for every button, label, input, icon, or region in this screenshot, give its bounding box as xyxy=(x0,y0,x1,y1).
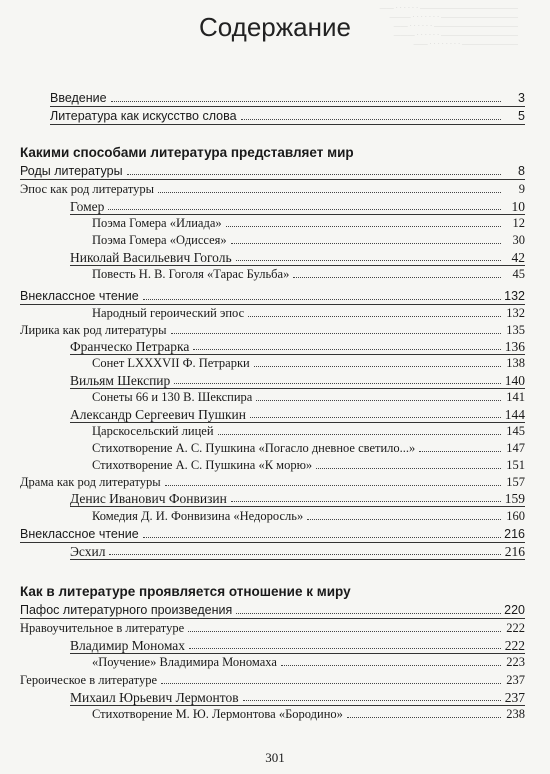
page-title: Содержание xyxy=(199,12,351,42)
toc-entry[interactable] xyxy=(92,439,525,456)
leader-dots xyxy=(108,209,501,210)
toc-entry-page: 222 xyxy=(504,638,525,653)
toc-entry-title: Поэма Гомера «Илиада» xyxy=(92,216,222,230)
toc-entry-page: 216 xyxy=(504,544,525,559)
toc-entry[interactable] xyxy=(20,287,525,305)
toc-entry-page: 8 xyxy=(518,164,525,178)
leader-dots xyxy=(236,613,501,614)
leader-dots xyxy=(307,519,501,520)
toc-entry-title: Литература как искусство слова xyxy=(50,109,237,123)
toc-entry-title: Михаил Юрьевич Лермонтов xyxy=(70,690,239,705)
leader-dots xyxy=(236,260,501,261)
leader-dots xyxy=(171,333,501,334)
toc-entry-title: Лирика как род литературы xyxy=(20,323,167,337)
toc-entry-page: 144 xyxy=(504,407,525,422)
toc-entry-page: 157 xyxy=(506,475,525,489)
toc-entry[interactable] xyxy=(92,653,525,670)
toc-entry-page: 238 xyxy=(506,707,525,721)
toc-entry-page: 12 xyxy=(512,216,525,230)
toc-entry-title: Нравоучительное в литературе xyxy=(20,621,185,635)
leader-dots xyxy=(231,243,501,244)
leader-dots xyxy=(419,451,501,452)
toc-entry[interactable] xyxy=(92,214,525,231)
toc-entry[interactable] xyxy=(70,542,525,560)
toc-entry-title: Эсхил xyxy=(70,544,106,559)
toc-entry[interactable] xyxy=(20,525,525,543)
leader-dots xyxy=(243,700,501,701)
toc-entry[interactable] xyxy=(92,265,525,282)
toc-entry[interactable] xyxy=(20,473,525,490)
toc-entry-title: Гомер xyxy=(70,199,105,214)
toc-entry-title: Николай Васильевич Гоголь xyxy=(70,250,232,265)
toc-entry-title: Комедия Д. И. Фонвизина «Недоросль» xyxy=(92,509,304,523)
toc-entry[interactable] xyxy=(20,671,525,688)
toc-entry-page: 160 xyxy=(506,509,525,523)
toc-entry-page: 237 xyxy=(506,673,525,687)
toc-entry-title: Поэма Гомера «Одиссея» xyxy=(92,233,227,247)
toc-entry-title: Эпос как род литературы xyxy=(20,182,155,196)
toc-entry-title: Царскосельский лицей xyxy=(92,424,214,438)
toc-entry-page: 42 xyxy=(511,250,525,265)
leader-dots xyxy=(250,417,501,418)
toc-entry-title: Повесть Н. В. Гоголя «Тарас Бульба» xyxy=(92,267,290,281)
leader-dots xyxy=(188,631,501,632)
leader-dots xyxy=(256,400,501,401)
bleed-through-text: —————————————— · · · · · · —— ——————————— · · · · · · · ——— ———————————— · · · · · · —— ——————————— · · · · · · ——— ———————— · · · · · · · · —— xyxy=(379,4,518,48)
leader-dots xyxy=(231,501,501,502)
toc-entry-page: 3 xyxy=(518,91,525,105)
toc-entry-title: Денис Иванович Фонвизин xyxy=(70,491,227,506)
toc-entry-page: 151 xyxy=(506,458,525,472)
section-heading: Как в литературе проявляется отношение к миру xyxy=(20,584,351,599)
toc-entry-page: 138 xyxy=(506,356,525,370)
toc-entry-title: Стихотворение А. С. Пушкина «Погасло дневное светило...» xyxy=(92,441,416,455)
toc-entry[interactable] xyxy=(70,636,525,654)
toc-entry-page: 132 xyxy=(506,306,525,320)
toc-entry[interactable] xyxy=(20,321,525,338)
toc-entry-page: 30 xyxy=(512,233,525,247)
toc-entry[interactable] xyxy=(20,619,525,636)
toc-entry-page: 9 xyxy=(518,182,525,196)
toc-entry-title: Введение xyxy=(50,91,107,105)
toc-entry-page: 220 xyxy=(504,603,525,617)
toc-entry[interactable] xyxy=(92,388,525,405)
toc-entry-page: 5 xyxy=(518,109,525,123)
leader-dots xyxy=(143,537,501,538)
toc-entry-intro[interactable] xyxy=(50,89,525,107)
leader-dots xyxy=(158,192,501,193)
toc-entry-title: Вильям Шекспир xyxy=(70,373,171,388)
toc-entry-page: 45 xyxy=(512,267,525,281)
toc-entry-title: Стихотворение А. С. Пушкина «К морю» xyxy=(92,458,313,472)
toc-entry-page: 159 xyxy=(504,491,525,506)
toc-entry[interactable] xyxy=(20,162,525,180)
toc-entry-title: Героическое в литературе xyxy=(20,673,158,687)
toc-entry-page: 10 xyxy=(511,199,525,214)
toc-entry[interactable] xyxy=(70,337,525,355)
toc-entry[interactable] xyxy=(92,422,525,439)
toc-entry-title: Внеклассное чтение xyxy=(20,289,139,303)
leader-dots xyxy=(316,468,501,469)
leader-dots xyxy=(161,683,501,684)
toc-entry-title: Владимир Мономах xyxy=(70,638,186,653)
toc-entry[interactable] xyxy=(70,197,525,215)
toc-entry-page: 237 xyxy=(504,690,525,705)
leader-dots xyxy=(109,554,501,555)
toc-entry-page: 216 xyxy=(504,527,525,541)
toc-entry-art-of-word[interactable] xyxy=(50,107,525,125)
leader-dots xyxy=(165,485,501,486)
toc-entry[interactable] xyxy=(70,489,525,507)
leader-dots xyxy=(143,299,501,300)
toc-entry-title: Внеклассное чтение xyxy=(20,527,139,541)
leader-dots xyxy=(347,717,501,718)
page-number: 301 xyxy=(265,750,285,765)
toc-entry-title: Драма как род литературы xyxy=(20,475,161,489)
toc-entry-title: Стихотворение М. Ю. Лермонтова «Бородино» xyxy=(92,707,343,721)
toc-entry[interactable] xyxy=(70,248,525,266)
toc-entry-page: 132 xyxy=(504,289,525,303)
leader-dots xyxy=(127,174,501,175)
leader-dots xyxy=(226,226,501,227)
toc-entry-title: Пафос литературного произведения xyxy=(20,603,233,617)
toc-entry-title: «Поучение» Владимира Мономаха xyxy=(92,655,277,669)
toc-entry[interactable] xyxy=(20,180,525,197)
leader-dots xyxy=(281,665,501,666)
leader-dots xyxy=(111,101,501,102)
section-heading: Какими способами литература представляет мир xyxy=(20,145,354,160)
leader-dots xyxy=(293,277,501,278)
toc-entry-title: Сонеты 66 и 130 В. Шекспира xyxy=(92,390,253,404)
leader-dots xyxy=(174,383,501,384)
toc-entry[interactable] xyxy=(70,688,525,706)
toc-entry-title: Народный героический эпос xyxy=(92,306,245,320)
toc-entry-page: 223 xyxy=(506,655,525,669)
toc-entry-page: 147 xyxy=(506,441,525,455)
toc-entry-title: Франческо Петрарка xyxy=(70,339,190,354)
toc-entry[interactable] xyxy=(92,354,525,371)
toc-entry[interactable] xyxy=(92,231,525,248)
toc-entry-page: 145 xyxy=(506,424,525,438)
leader-dots xyxy=(254,366,501,367)
leader-dots xyxy=(248,316,501,317)
toc-entry[interactable] xyxy=(70,405,525,423)
toc-entry[interactable] xyxy=(20,601,525,619)
toc-entry-page: 135 xyxy=(506,323,525,337)
toc-entry[interactable] xyxy=(92,705,525,722)
leader-dots xyxy=(189,648,501,649)
leader-dots xyxy=(241,119,501,120)
leader-dots xyxy=(193,349,501,350)
toc-entry-page: 141 xyxy=(506,390,525,404)
toc-entry-title: Александр Сергеевич Пушкин xyxy=(70,407,246,422)
toc-entry[interactable] xyxy=(92,304,525,321)
toc-entry-title: Сонет LXXXVII Ф. Петрарки xyxy=(92,356,250,370)
toc-entry-title: Роды литературы xyxy=(20,164,123,178)
toc-entry-page: 222 xyxy=(506,621,525,635)
toc-entry-page: 136 xyxy=(504,339,525,354)
toc-entry[interactable] xyxy=(92,507,525,524)
leader-dots xyxy=(218,434,501,435)
toc-entry-page: 140 xyxy=(504,373,525,388)
toc-entry[interactable] xyxy=(92,456,525,473)
toc-entry[interactable] xyxy=(70,371,525,389)
